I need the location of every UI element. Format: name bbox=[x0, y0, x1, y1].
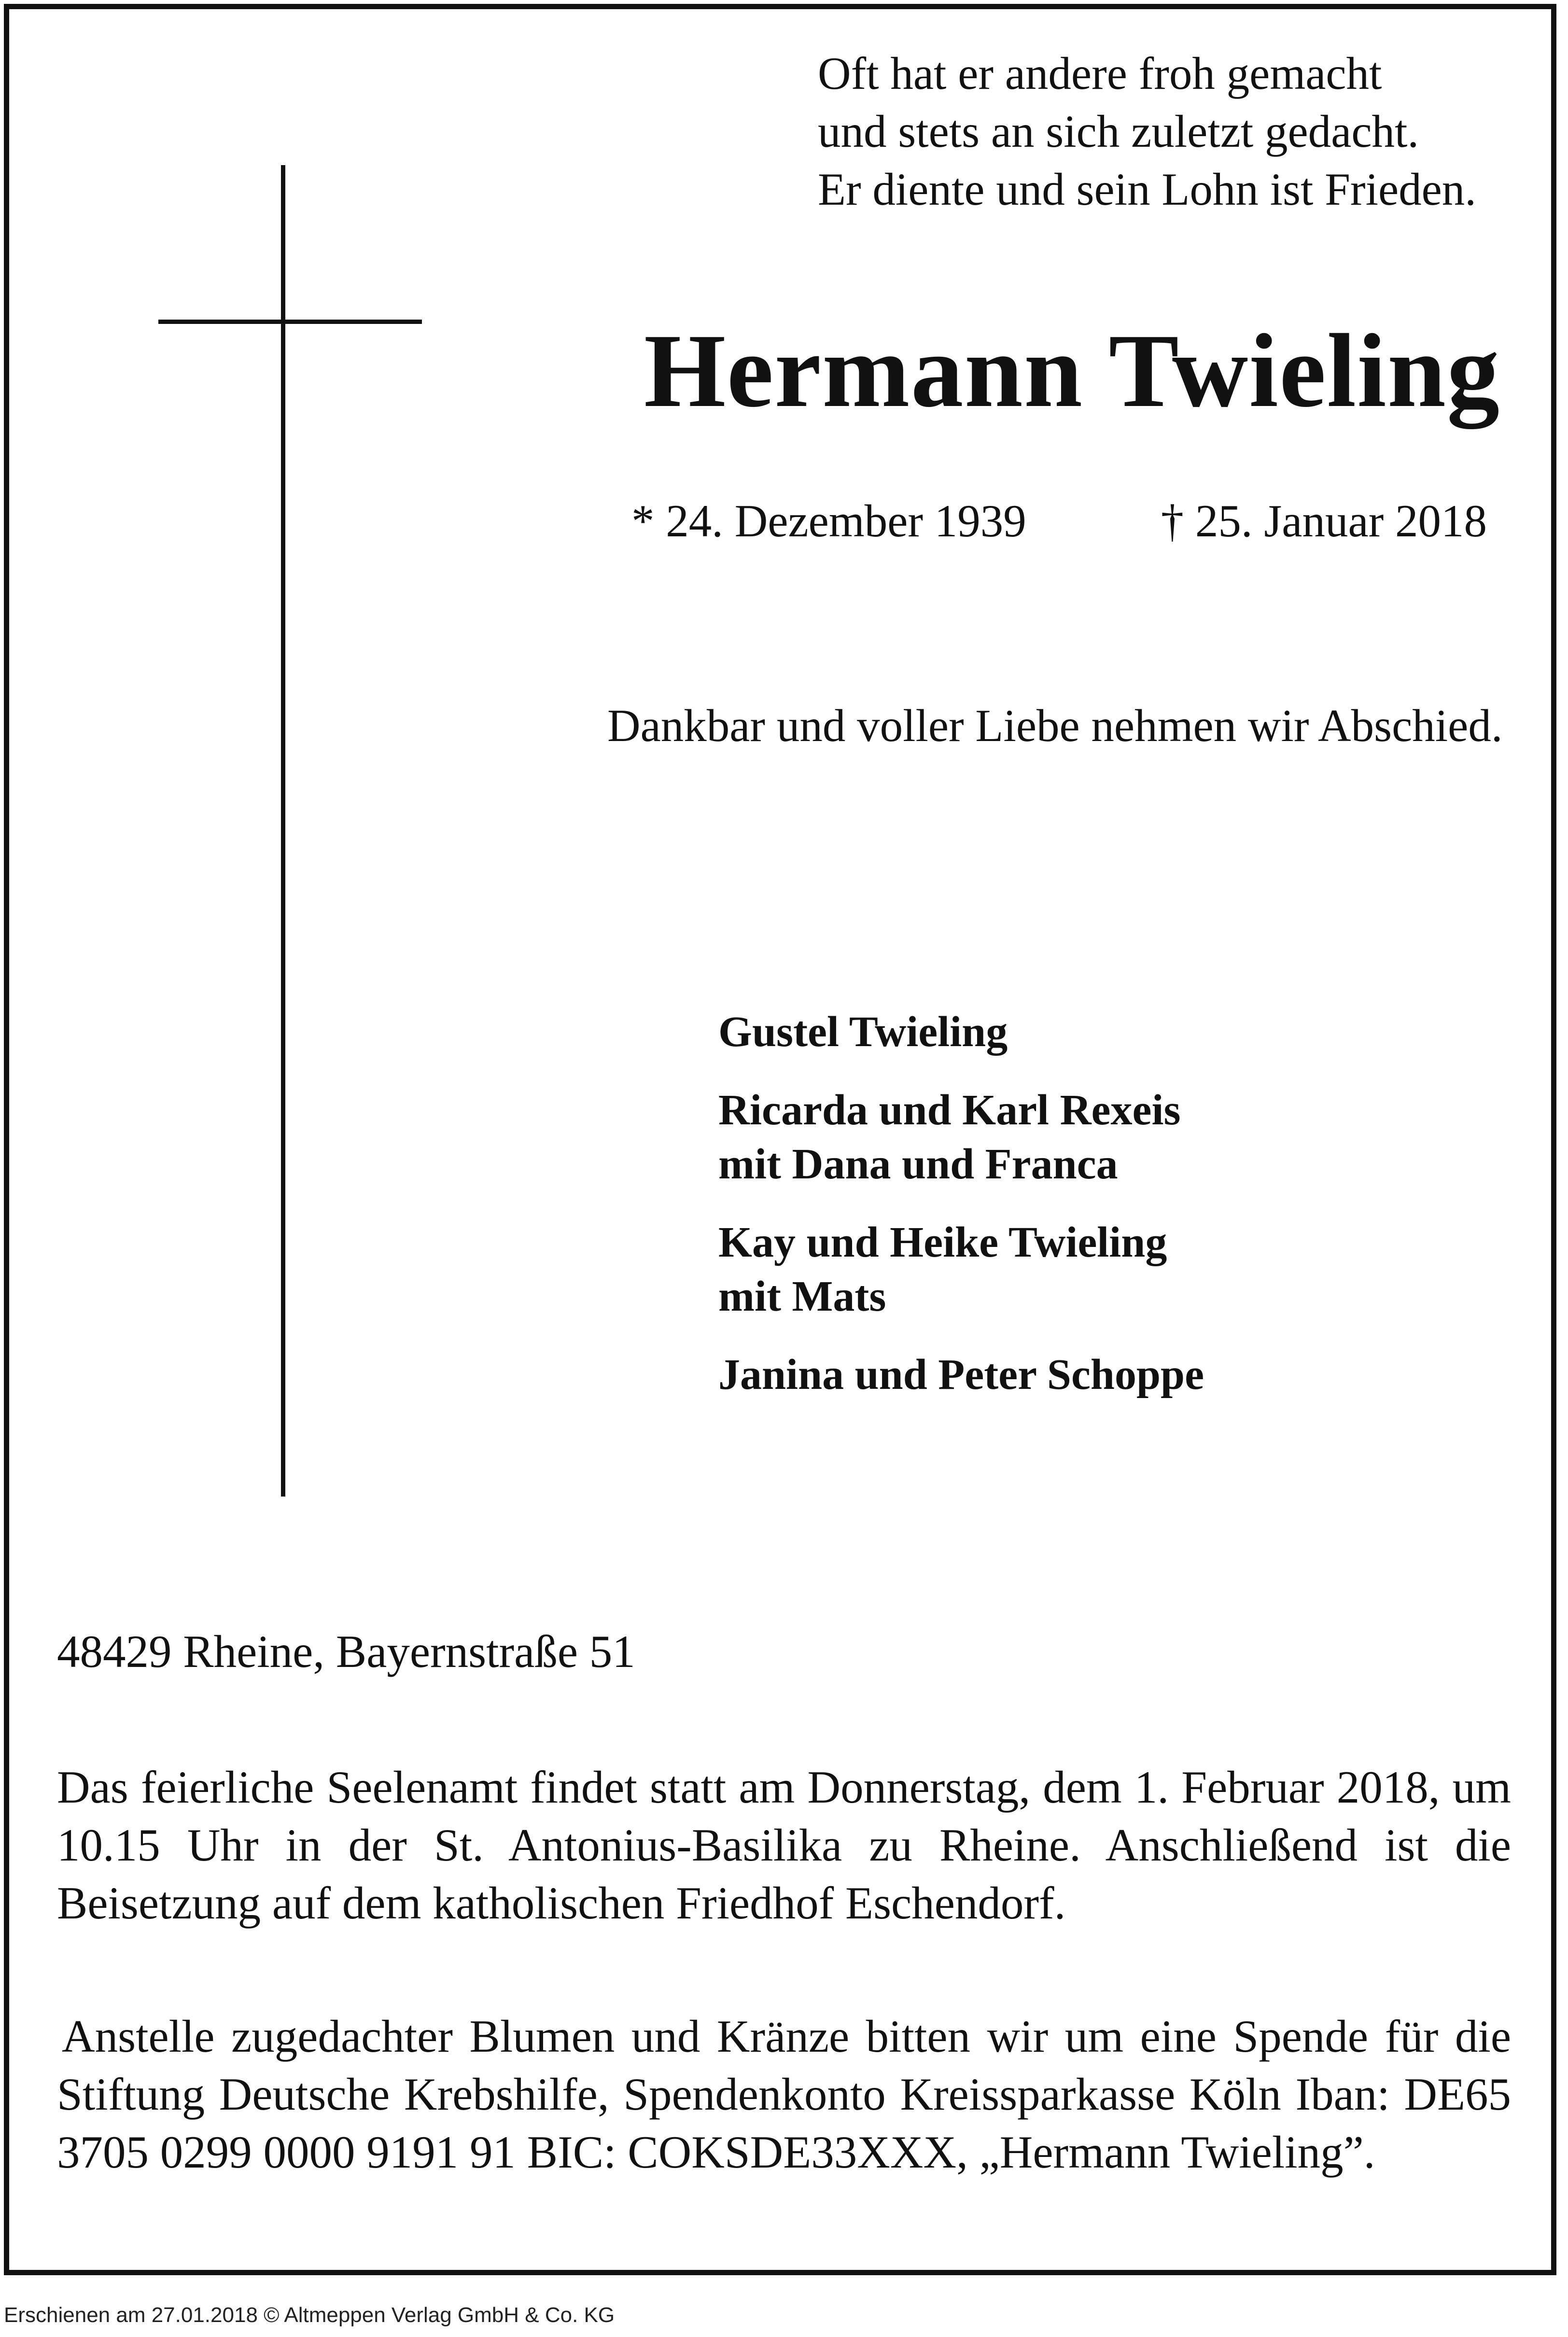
birth-date: * 24. Dezember 1939 bbox=[631, 495, 1026, 546]
family-member: mit Mats bbox=[718, 1273, 886, 1320]
deceased-name: Hermann Twieling bbox=[644, 313, 1500, 429]
motto-line: Er diente und sein Lohn ist Frieden. bbox=[818, 164, 1477, 215]
family-group bbox=[718, 1348, 1204, 1402]
family-group bbox=[718, 1005, 1204, 1059]
family-list bbox=[718, 1005, 1204, 1426]
donation-info: Anstelle zugedachter Blumen und Kränze bitten wir um eine Spende für die Stiftung Deutsche Krebshilfe, Spendenkonto Kreissparkasse Köln Iban: DE65 3705 0299 0000 9191 91 BIC: COKSDE33XXX, „Hermann Twieling”. bbox=[57, 2011, 1511, 2178]
service-info: Das feierliche Seelenamt findet statt am Donnerstag, dem 1. Februar 2018, um 10.15 Uhr in der St. Antonius-Basilika zu Rheine. Anschließend ist die Beisetzung auf dem katholischen Friedhof Eschendorf. bbox=[57, 1762, 1511, 1929]
family-member: Ricarda und Karl Rexeis bbox=[718, 1086, 1181, 1134]
motto-line: Oft hat er andere froh gemacht bbox=[818, 48, 1382, 99]
family-group bbox=[718, 1083, 1204, 1191]
family-member: mit Dana und Franca bbox=[718, 1140, 1118, 1188]
family-member: Kay und Heike Twieling bbox=[718, 1218, 1167, 1266]
publication-footer: Erschienen am 27.01.2018 © Altmeppen Verlag GmbH & Co. KG bbox=[4, 2303, 615, 2327]
family-member: Gustel Twieling bbox=[718, 1008, 1008, 1056]
cross-icon-beam bbox=[158, 320, 422, 324]
family-group bbox=[718, 1216, 1204, 1324]
motto-verse bbox=[818, 44, 1476, 218]
farewell-text: Dankbar und voller Liebe nehmen wir Abschied. bbox=[607, 700, 1503, 751]
mourning-address: 48429 Rheine, Bayernstraße 51 bbox=[57, 1626, 635, 1677]
family-member: Janina und Peter Schoppe bbox=[718, 1351, 1204, 1399]
death-date: † 25. Januar 2018 bbox=[1161, 495, 1487, 546]
motto-line: und stets an sich zuletzt gedacht. bbox=[818, 106, 1419, 157]
cross-icon bbox=[281, 165, 285, 1497]
